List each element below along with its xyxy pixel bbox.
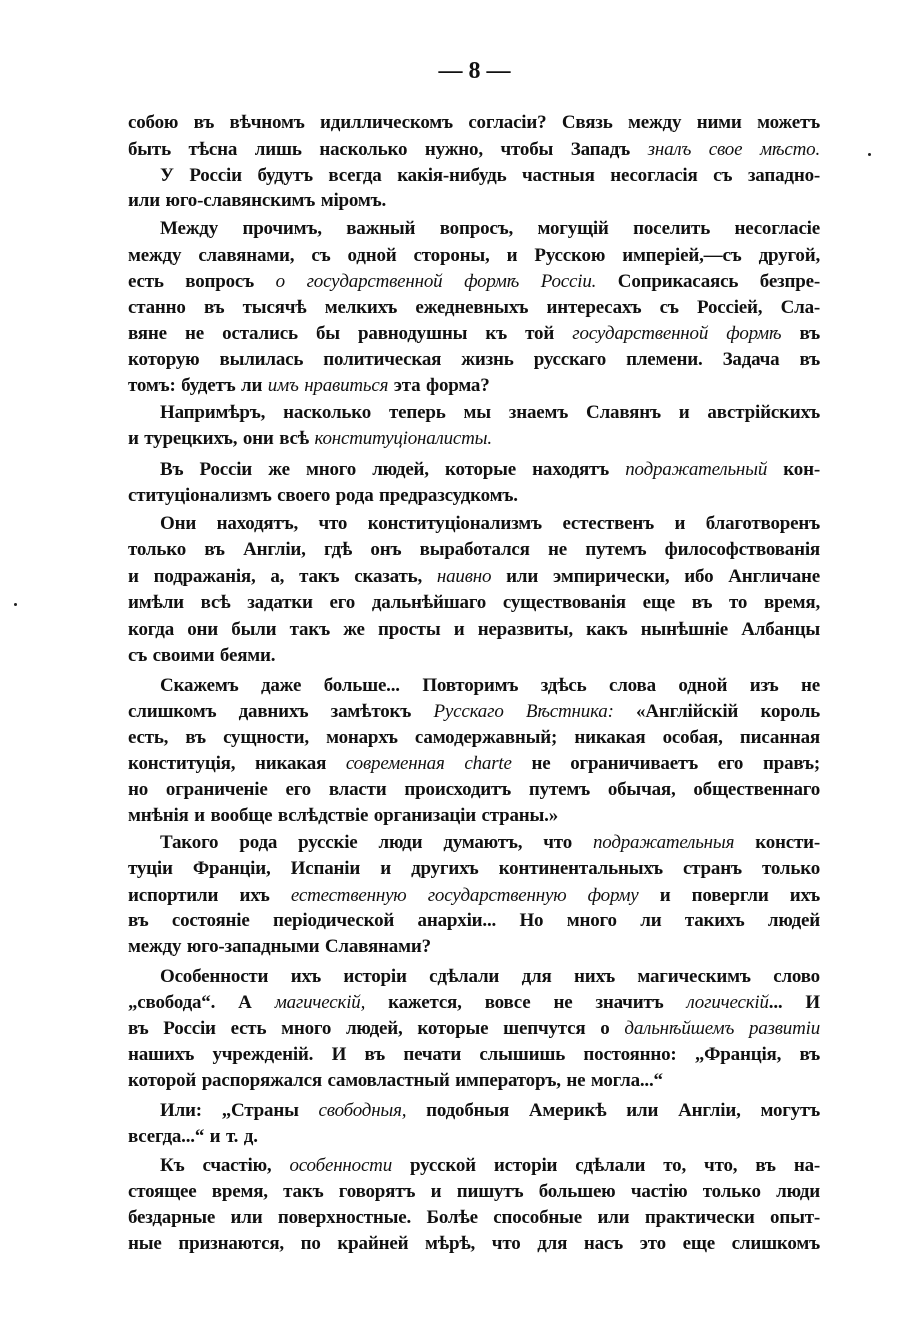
text-segment: нашихъ учрежденій. И въ печати слышишь постоянно: „Франція, въ	[128, 1044, 820, 1065]
text-line	[128, 270, 820, 294]
text-segment: между юго-западными Славянами?	[128, 936, 431, 957]
text-line	[160, 512, 820, 536]
text-segment: кон-	[767, 459, 820, 480]
text-line	[160, 217, 820, 241]
text-segment: между славянами, съ одной стороны, и Русскою имперіей,—съ другой,	[128, 245, 820, 266]
text-segment: Они находятъ, что конституціонализмъ естественъ и благотворенъ	[160, 513, 820, 534]
text-segment: всегда...“ и т. д.	[128, 1126, 258, 1147]
scan-speck	[14, 603, 17, 606]
text-segment: томъ: будетъ ли	[128, 375, 268, 396]
text-segment: которой распоряжался самовластный императоръ, не могла...“	[128, 1070, 663, 1091]
text-line	[160, 1154, 820, 1178]
text-segment: Скажемъ даже больше... Повторимъ здѣсь слова одной изъ не	[160, 675, 820, 696]
italic-text: государственной формѣ	[572, 323, 782, 344]
italic-text: зналъ свое мѣсто.	[647, 139, 820, 160]
text-segment: не ограничиваетъ его правъ;	[511, 753, 820, 774]
text-line	[128, 700, 820, 724]
text-segment: ные признаются, по крайней мѣрѣ, что для насъ это еще слишкомъ	[128, 1233, 820, 1254]
text-line	[128, 1206, 820, 1230]
italic-text: наивно	[436, 566, 492, 587]
text-segment: слишкомъ давнихъ замѣтокъ	[128, 701, 434, 722]
italic-text: о государственной формѣ Россіи.	[275, 271, 597, 292]
text-segment: и подражанія, а, такъ сказать,	[128, 566, 437, 587]
text-segment: Между прочимъ, важный вопросъ, могущій поселить несогласіе	[160, 218, 820, 239]
text-segment: когда они были такъ же просты и неразвиты, какъ нынѣшніе Албанцы	[128, 619, 820, 640]
text-segment: бездарные или поверхностные. Болѣе способные или практически опыт-	[128, 1207, 820, 1228]
text-segment: Или: „Страны	[160, 1100, 319, 1121]
text-line	[128, 1232, 820, 1256]
text-segment: подобныя Америкѣ или Англіи, могутъ	[406, 1100, 820, 1121]
text-segment: «Англійскій король	[613, 701, 820, 722]
text-line	[160, 674, 820, 698]
text-segment: ... И	[768, 992, 821, 1013]
text-segment: съ своими беями.	[128, 645, 276, 666]
text-line	[128, 348, 820, 372]
text-segment: въ состояніе періодической анархіи... Но много ли такихъ людей	[128, 910, 820, 931]
text-segment: Соприкасаясь безпре-	[596, 271, 820, 292]
text-segment: быть тѣсна лишь насколько нужно, чтобы Западъ	[128, 139, 648, 160]
text-line	[128, 138, 820, 162]
text-line	[128, 1043, 820, 1067]
text-segment: „свобода“. А	[128, 992, 275, 1013]
text-line	[160, 965, 820, 989]
text-line	[128, 1180, 820, 1204]
italic-text: Русскаго Вѣстника:	[433, 701, 614, 722]
text-line	[128, 1069, 820, 1093]
italic-text: логическій	[686, 992, 769, 1013]
italic-text: особенности	[289, 1155, 393, 1176]
text-line	[160, 164, 820, 188]
text-segment: имѣли всѣ задатки его дальнѣйшаго существованія еще въ то время,	[128, 592, 820, 613]
text-segment: въ Россіи есть много людей, которые шепчутся о	[128, 1018, 625, 1039]
text-line	[128, 244, 820, 268]
text-line	[128, 909, 820, 933]
text-segment: стоящее время, такъ говорятъ и пишутъ большею частію только люди	[128, 1181, 820, 1202]
italic-text: подражательный	[625, 459, 768, 480]
text-segment: или юго-славянскимъ міромъ.	[128, 190, 387, 211]
text-line	[128, 374, 820, 398]
text-segment: есть вопросъ	[128, 271, 276, 292]
text-segment: кажется, вовсе не значитъ	[365, 992, 687, 1013]
scan-speck	[868, 153, 871, 156]
text-segment: русской исторіи сдѣлали то, что, въ на-	[392, 1155, 820, 1176]
italic-text: подражательныя	[592, 832, 735, 853]
text-line	[128, 427, 820, 451]
text-line	[128, 538, 820, 562]
text-line	[128, 752, 820, 776]
text-line	[128, 591, 820, 615]
text-segment: въ	[781, 323, 820, 344]
text-segment: которую вылилась политическая жизнь русскаго племени. Задача въ	[128, 349, 820, 370]
text-line	[128, 857, 820, 881]
text-line	[128, 726, 820, 750]
text-segment: эта форма?	[388, 375, 490, 396]
italic-text: конституціоналисты.	[314, 428, 492, 449]
text-segment: или эмпирически, ибо Англичане	[491, 566, 820, 587]
text-segment: туціи Франціи, Испаніи и другихъ континентальныхъ странъ только	[128, 858, 820, 879]
page-number: — 8 —	[438, 58, 511, 84]
text-segment: собою въ вѣчномъ идиллическомъ согласіи? Связь между ними можетъ	[128, 112, 820, 133]
text-segment: Напримѣръ, насколько теперь мы знаемъ Славянъ и австрійскихъ	[160, 402, 820, 423]
text-segment: но ограниченіе его власти происходитъ путемъ обычая, общественнаго	[128, 779, 820, 800]
text-line	[128, 111, 820, 135]
text-segment: конституція, никакая	[128, 753, 346, 774]
text-segment: вяне не остались бы равнодушны къ той	[128, 323, 573, 344]
italic-text: дальнѣйшемъ развитіи	[624, 1018, 821, 1039]
text-segment: испортили ихъ	[128, 885, 291, 906]
text-segment: мнѣнія и вообще вслѣдствіе организаціи страны.»	[128, 805, 559, 826]
italic-text: естественную государственную форму	[290, 885, 639, 906]
italic-text: современная charte	[345, 753, 512, 774]
text-line	[160, 1099, 820, 1123]
text-segment: консти-	[734, 832, 820, 853]
text-segment: есть, въ сущности, монархъ самодержавный; никакая особая, писанная	[128, 727, 820, 748]
text-segment: У Россіи будутъ всегда какія-нибудь частныя несогласія съ западно-	[160, 165, 820, 186]
text-segment: Въ Россіи же много людей, которые находятъ	[160, 459, 626, 480]
text-line	[160, 458, 820, 482]
text-line	[160, 401, 820, 425]
italic-text: свободныя,	[318, 1100, 407, 1121]
italic-text: имъ нравиться	[267, 375, 389, 396]
text-line	[128, 1017, 820, 1041]
text-line	[128, 935, 820, 959]
italic-text: магическій,	[274, 992, 366, 1013]
text-segment: и турецкихъ, они всѣ	[128, 428, 315, 449]
text-line	[128, 322, 820, 346]
text-line	[128, 778, 820, 802]
text-segment: ституціонализмъ своего рода предразсудкомъ.	[128, 485, 518, 506]
text-line	[128, 804, 820, 828]
text-segment: Такого рода русскіе люди думаютъ, что	[160, 832, 593, 853]
text-segment: Къ счастію,	[160, 1155, 290, 1176]
text-segment: Особенности ихъ исторіи сдѣлали для нихъ магическимъ слово	[160, 966, 820, 987]
text-segment: станно въ тысячѣ мелкихъ ежедневныхъ интересахъ съ Россіей, Сла-	[128, 297, 820, 318]
text-line	[128, 644, 820, 668]
text-line	[128, 1125, 820, 1149]
text-line	[128, 618, 820, 642]
text-segment: только въ Англіи, гдѣ онъ выработался не путемъ философствованія	[128, 539, 820, 560]
text-line	[128, 296, 820, 320]
text-line	[128, 189, 820, 213]
text-segment: и повергли ихъ	[638, 885, 820, 906]
text-line	[128, 484, 820, 508]
text-line	[128, 991, 820, 1015]
text-line	[128, 884, 820, 908]
text-line	[160, 831, 820, 855]
text-line	[128, 565, 820, 589]
